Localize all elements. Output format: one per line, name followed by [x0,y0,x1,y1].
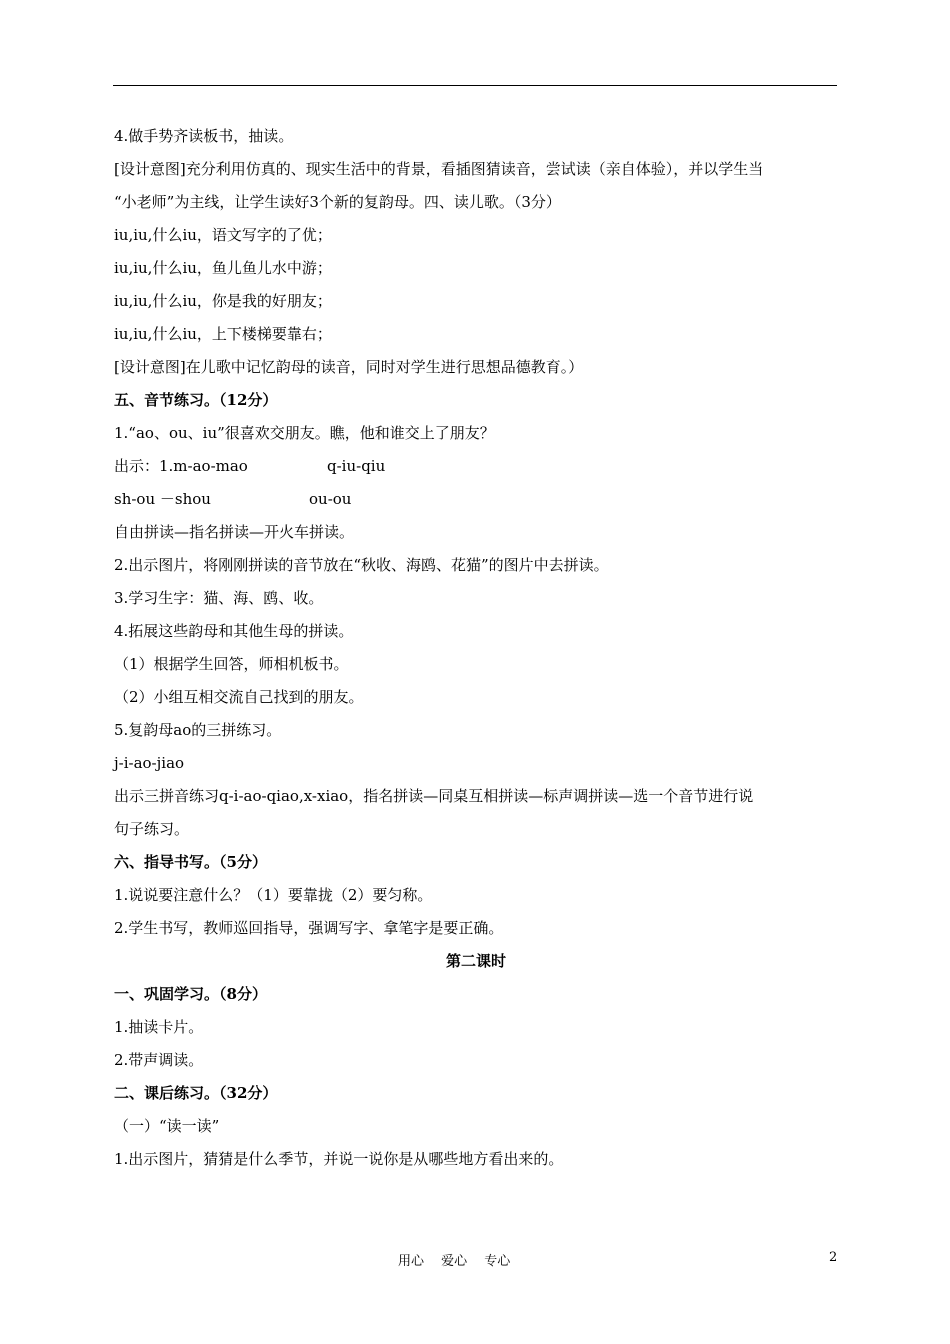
body-line: 4.做手势齐读板书，抽读。 [114,127,294,145]
col-left: 出示：1.m-ao-mao [114,457,248,475]
footer-motto: 用心 爱心 专心 [398,1254,511,1269]
document-body [114,120,838,1176]
body-line: 1.出示图片，猜猜是什么季节，并说一说你是从哪些地方看出来的。 [114,1150,564,1168]
body-line: “小老师”为主线，让学生读好3个新的复韵母。四、读儿歌。（3分） [114,193,561,211]
body-line: 出示三拼音练习q-i-ao-qiao,x-xiao，指名拼读—同桌互相拼读—标声调拼读—选一个音节进行说 [114,787,754,805]
body-line: iu,iu,什么iu，你是我的好朋友； [114,292,332,310]
page-number: 2 [829,1250,838,1265]
body-line: 2.出示图片，将刚刚拼读的音节放在“秋收、海鸥、花猫”的图片中去拼读。 [114,556,609,574]
section-heading: 六、指导书写。（5分） [114,853,267,871]
body-line-two-col [114,450,838,483]
body-line: （一）“读一读” [114,1117,220,1135]
body-line: j-i-ao-jiao [114,754,185,772]
body-line: [设计意图]在儿歌中记忆韵母的读音，同时对学生进行思想品德教育。） [114,358,584,376]
header-rule [113,85,837,86]
lesson-title: 第二课时 [445,952,506,970]
body-line: 2.带声调读。 [114,1051,204,1069]
section-heading: 五、音节练习。（12分） [114,391,278,409]
body-line: （2）小组互相交流自己找到的朋友。 [114,688,364,706]
body-line: iu,iu,什么iu，上下楼梯要靠右； [114,325,332,343]
col-right: q-iu-qiu [327,457,386,475]
body-line: 自由拼读—指名拼读—开火车拼读。 [114,523,355,541]
col-left: sh-ou －shou [114,490,211,508]
body-line: 5.复韵母ao的三拼练习。 [114,721,282,739]
body-line: 3.学习生字：猫、海、鸥、收。 [114,589,324,607]
body-line: 句子练习。 [114,820,190,838]
body-line: 1.“ao、ou、iu”很喜欢交朋友。瞧，他和谁交上了朋友？ [114,424,495,442]
section-heading: 一、巩固学习。（8分） [114,985,267,1003]
section-heading: 二、课后练习。（32分） [114,1084,278,1102]
body-line: 2.学生书写，教师巡回指导，强调写字、拿笔字是要正确。 [114,919,504,937]
body-line: （1）根据学生回答，师相机板书。 [114,655,349,673]
body-line: 4.拓展这些韵母和其他生母的拼读。 [114,622,354,640]
body-line: 1.说说要注意什么？（1）要靠拢（2）要匀称。 [114,886,433,904]
body-line: 1.抽读卡片。 [114,1018,204,1036]
body-line-two-col [114,483,838,516]
body-line: [设计意图]充分利用仿真的、现实生活中的背景，看插图猜读音，尝试读（亲自体验），并以学生当 [114,160,764,178]
body-line: iu,iu,什么iu，语文写字的了优； [114,226,332,244]
col-right: ou-ou [309,490,352,508]
body-line: iu,iu,什么iu，鱼儿鱼儿水中游； [114,259,332,277]
